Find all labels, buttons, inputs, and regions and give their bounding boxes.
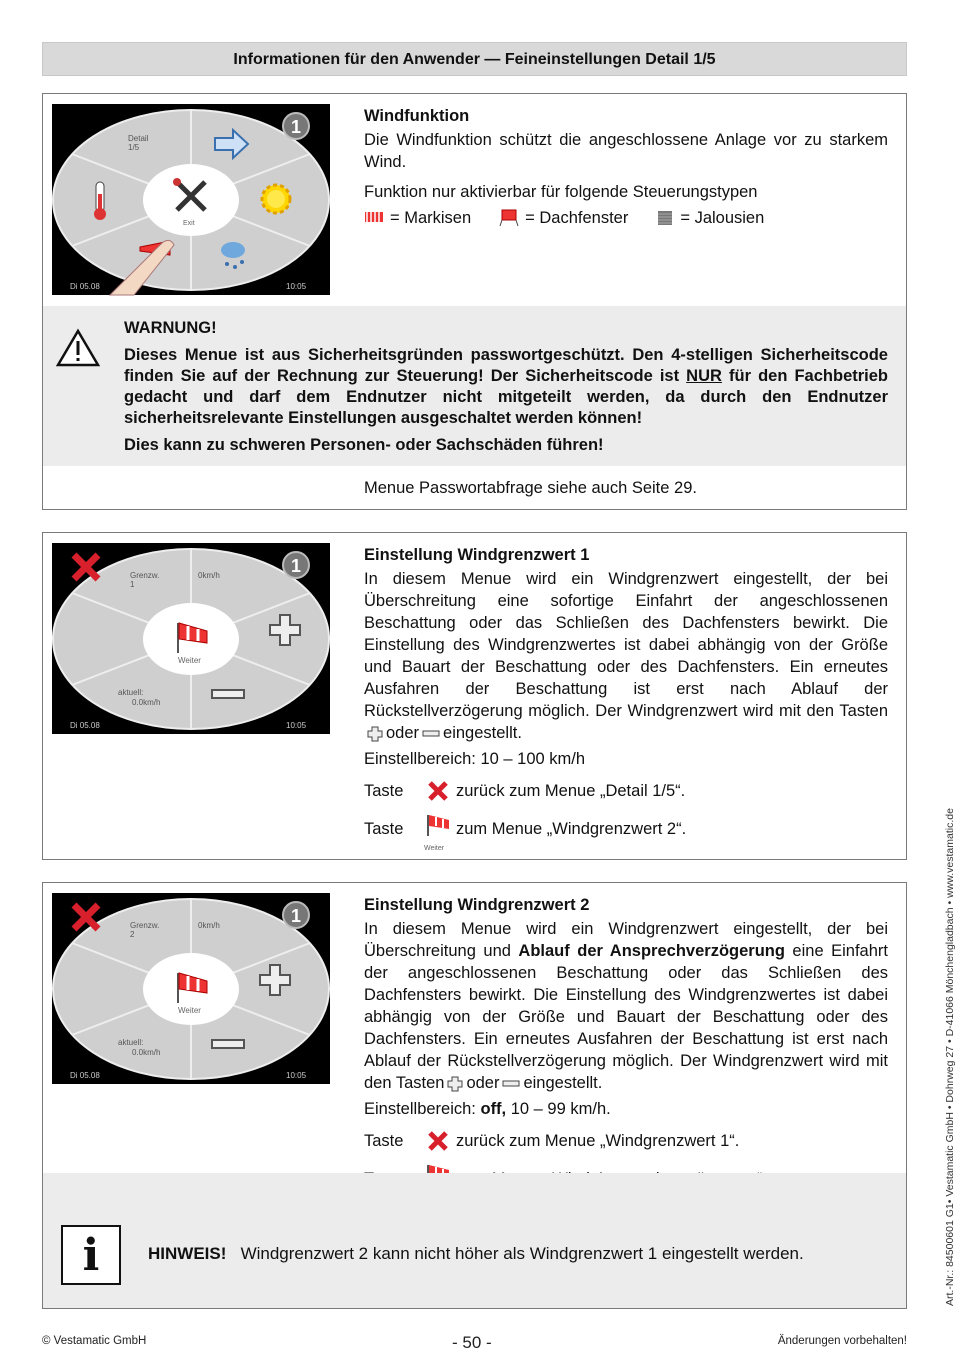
exit-label[interactable]: Exit [183,220,195,227]
range-text: Einstellbereich: off, 10 – 99 km/h. [364,1100,611,1118]
screen-label-detail: Detail [128,134,149,143]
device-screen-grenzwert-2 [52,893,330,1084]
svg-text:2: 2 [130,930,135,939]
password-note: Menue Passwortabfrage siehe auch Seite 29. [364,479,697,497]
section-title: Einstellung Windgrenzwert 1 [364,546,590,564]
close-icon [74,905,98,929]
plus-icon [367,726,383,742]
device-screen-detail [52,104,330,295]
control-types: = Markisen = Dachfenster = Jalousien [364,207,888,229]
warning-body: Dieses Menue ist aus Sicherheitsgründen passwortgeschützt. Den 4-stelligen Sicherheitscode finden Sie auf der Rechnung zur Steuerung! Der Sicherheitscode ist NUR für den Fachbetrieb gedacht und darf dem Endnutzer nicht mitgeteilt werden, da durch den Endnutzer sicherheitsrelevante Einstellungen ausgeschaltet werden können! [124,346,888,427]
device-screen-grenzwert-1 [52,543,330,734]
section-title: Einstellung Windgrenzwert 2 [364,896,590,914]
svg-text:0km/h: 0km/h [198,571,220,580]
svg-text:10:05: 10:05 [286,1071,307,1080]
warning-consequence: Dies kann zu schweren Personen- oder Sachschäden führen! [124,436,604,454]
svg-text:10:05: 10:05 [286,282,307,291]
close-icon[interactable] [422,1128,454,1154]
close-icon [74,555,98,579]
minus-icon [502,1080,520,1088]
svg-text:Di 05.08: Di 05.08 [70,721,100,730]
minus-icon [422,730,440,738]
thermometer-icon [94,182,106,220]
svg-text:1: 1 [291,556,302,576]
warning-text [124,318,888,456]
warning-triangle-icon [56,328,100,368]
grenzwert-1-text [364,544,888,852]
plus-icon [447,1076,463,1092]
screen-label-detail-num: 1/5 [128,143,140,152]
svg-text:1: 1 [291,906,302,926]
svg-text:aktuell:: aktuell: [118,688,144,697]
hint-panel [43,1173,906,1308]
svg-text:0.0km/h: 0.0km/h [132,1048,161,1057]
page-header: Informationen für den Anwender — Feineinstellungen Detail 1/5 [42,42,907,76]
section-windgrenzwert-2 [42,882,907,1309]
warning-panel [43,306,906,466]
svg-text:10:05: 10:05 [286,721,307,730]
svg-text:Weiter: Weiter [178,656,201,665]
minus-icon [212,690,244,698]
warning-title: WARNUNG! [124,319,217,337]
sun-icon [262,185,290,213]
footer-disclaimer: Änderungen vorbehalten! [777,1335,907,1347]
next-key-row: Taste Weiter zum Menue „Windgrenzwert 2“. [364,812,888,846]
range-text: Einstellbereich: 10 – 100 km/h [364,750,586,768]
awning-icon [364,210,384,226]
svg-text:0km/h: 0km/h [198,921,220,930]
page-number: - 50 - [452,1333,492,1352]
svg-text:1: 1 [130,580,135,589]
side-imprint: Art.-Nr.: 84500601 G1• Vestamatic GmbH • Dohrweg 27 • D-41066 Mönchengladbach • www.vestamatic.de [944,808,956,1306]
svg-text:Di 05.08: Di 05.08 [70,1071,100,1080]
paragraph: In diesem Menue wird ein Windgrenzwert eingestellt, der bei Überschreitung eine sofortige Einfahrt der angeschlossenen Beschattung oder das Schließen des Dachfensters bewirkt. Die Einstellung des Windgrenzwertes ist dabei abhängig von der Größe und Bauart der Beschattung oder des Dachfensters. Ein erneutes Ausfahren der Beschattung ist erst nach Ablauf der Rückstellverzögerung möglich. Der Windgrenzwert wird mit den Tastenoder eingestellt. [364,570,888,742]
grenzwert-2-text [364,894,888,1196]
windsock-weiter-icon[interactable]: Weiter [422,812,454,846]
paragraph: Die Windfunktion schützt die angeschlossene Anlage vor zu starkem Wind. [364,131,888,171]
section-windgrenzwert-1 [42,532,907,860]
svg-text:Grenzw.: Grenzw. [130,571,160,580]
hint-text: HINWEIS! Windgrenzwert 2 kann nicht höher als Windgrenzwert 1 eingestellt werden. [148,1244,804,1263]
blinds-icon [656,209,674,227]
svg-text:1: 1 [291,117,302,137]
svg-text:Di 05.08: Di 05.08 [70,282,100,291]
windfunktion-text [364,105,888,229]
minus-icon [212,1040,244,1048]
svg-text:0.0km/h: 0.0km/h [132,698,161,707]
back-key-row: Taste zurück zum Menue „Detail 1/5“. [364,778,888,804]
close-icon[interactable] [422,778,454,804]
svg-text:aktuell:: aktuell: [118,1038,144,1047]
svg-text:Grenzw.: Grenzw. [130,921,160,930]
section-windfunktion [42,93,907,510]
info-icon: i [61,1225,121,1285]
svg-text:Weiter: Weiter [178,1006,201,1015]
paragraph: Funktion nur aktivierbar für folgende Steuerungstypen [364,183,758,201]
footer-copyright: © Vestamatic GmbH [42,1335,147,1347]
section-title: Windfunktion [364,107,470,125]
roof-window-icon [499,208,519,228]
back-key-row: Taste zurück zum Menue „Windgrenzwert 1“. [364,1128,888,1154]
paragraph: In diesem Menue wird ein Windgrenzwert eingestellt, der bei Überschreitung und Ablauf der Ansprechverzögerung eine Einfahrt der angeschlossenen Beschattung oder das Schließen des Dachfensters bewirkt. Die Einstellung des Windgrenzwertes ist dabei abhängig von der Größe und Bauart der Beschattung oder des Dachfensters. Ein erneutes Ausfahren der Beschattung ist erst nach Ablauf der Rückstellverzögerung möglich. Der Windgrenzwert wird mit den Tasten oder eingestellt. [364,920,888,1092]
